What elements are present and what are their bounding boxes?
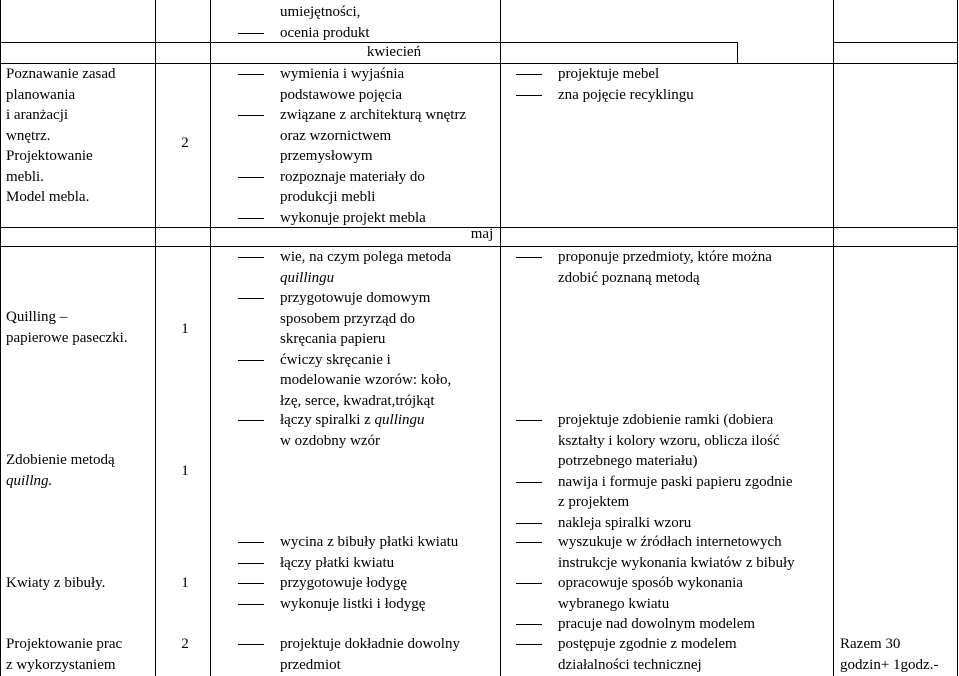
row-1-basic-requirements [238, 64, 466, 228]
table-left-border [0, 0, 1, 676]
requirement-item: w ozdobny wzór [280, 432, 380, 449]
requirement-item: opracowuje sposób wykonania [516, 573, 795, 594]
row-4-hours: 1 [181, 575, 189, 591]
requirement-item: związane z architekturą wnętrz [238, 105, 466, 126]
table-right-border [957, 0, 958, 676]
requirement-item: skręcania papieru [280, 331, 386, 347]
row-4-extended-requirements [516, 532, 795, 635]
row-2-hours: 1 [181, 321, 189, 337]
row-3-extended-requirements [516, 410, 793, 533]
requirement-item: proponuje przedmioty, które można [516, 247, 772, 268]
requirement-item: działalności technicznej [558, 656, 702, 673]
summary-line: Razem 30 [840, 636, 901, 652]
requirement-item: pracuje nad dowolnym modelem [516, 614, 795, 635]
month-row-top-april-right [833, 42, 958, 43]
requirement-item: wymienia i wyjaśnia [238, 64, 466, 85]
row-5-summary [840, 634, 938, 675]
row-2-extended-requirements [516, 247, 772, 288]
requirement-item: oraz wzornictwem [280, 127, 392, 144]
requirement-item: projektuje dokładnie dowolny [238, 634, 460, 655]
requirement-item: wyszukuje w źródłach internetowych [516, 532, 795, 553]
requirement-item: kształty i kolory wzoru, oblicza ilość [558, 432, 780, 449]
requirement-item: nakleja spiralki wzoru [516, 513, 793, 534]
row-4-basic-requirements [238, 532, 458, 614]
column-divider-hours [210, 0, 211, 676]
row-5-topic [6, 634, 156, 675]
topic-line: Projektowanie [6, 148, 93, 164]
topic-line: i aranżacji [6, 107, 69, 123]
requirement-item: łzę, serce, kwadrat,trójkąt [280, 392, 435, 409]
summary-line: godzin+ 1godz.- [840, 656, 939, 673]
requirement-item: potrzebnego materiału) [558, 453, 698, 469]
topic-line: planowania [6, 86, 76, 103]
row-1-topic [6, 64, 156, 208]
month-row-end-tick [737, 42, 738, 64]
continuation-basic [238, 2, 370, 43]
topic-line: wnętrz. [6, 127, 51, 144]
continuation-line-2: ocenia produkt [238, 23, 370, 44]
topic-line: papierowe paseczki. [6, 329, 128, 346]
requirement-item: przedmiot [280, 656, 341, 673]
requirement-item: instrukcje wykonania kwiatów z bibuły [558, 554, 795, 571]
row-1-extended-requirements [516, 64, 694, 105]
topic-line: Kwiaty z bibuły. [6, 575, 106, 591]
requirement-item: z projektem [558, 494, 630, 510]
row-4-topic [6, 573, 156, 594]
requirement-item: nawija i formuje paski papieru zgodnie [516, 472, 793, 493]
column-divider-basic [500, 0, 501, 676]
requirement-text-italic: qullingu [374, 412, 425, 428]
requirement-item: quillingu [280, 269, 335, 286]
requirement-item: projektuje zdobienie ramki (dobiera [516, 410, 793, 431]
requirement-item: podstawowe pojęcia [280, 86, 403, 103]
requirement-item: łączy płatki kwiatu [238, 553, 458, 574]
topic-line: Poznawanie zasad [6, 66, 116, 82]
requirement-item: przygotowuje łodygę [238, 573, 458, 594]
row-5-basic-requirements [238, 634, 460, 675]
row-3-basic-requirements [238, 410, 425, 451]
continuation-line-1: umiejętności, [280, 4, 361, 20]
topic-line: mebli. [6, 168, 44, 185]
requirement-item: projektuje mebel [516, 64, 694, 85]
month-row-bottom-may [0, 246, 958, 247]
column-divider-extended [833, 0, 834, 676]
requirement-item: wie, na czym polega metoda [238, 247, 451, 268]
row-5-extended-requirements [516, 634, 737, 675]
month-label-april: kwiecień [366, 44, 422, 60]
row-3-hours: 1 [181, 463, 189, 479]
requirement-item: sposobem przyrząd do [280, 310, 415, 327]
topic-line: quillng. [6, 472, 53, 489]
requirement-item: ćwiczy skręcanie i [238, 350, 451, 371]
row-2-topic [6, 307, 156, 348]
requirement-item: produkcji mebli [280, 189, 376, 205]
topic-line: z wykorzystaniem [6, 656, 116, 673]
topic-line: Projektowanie prac [6, 636, 123, 652]
requirement-item [238, 410, 425, 431]
row-3-topic [6, 450, 156, 491]
requirement-item: postępuje zgodnie z modelem [516, 634, 737, 655]
requirement-item: przemysłowym [280, 148, 373, 164]
requirement-item: zdobić poznaną metodą [558, 269, 700, 286]
row-1-hours: 2 [181, 135, 189, 151]
requirement-item: wycina z bibuły płatki kwiatu [238, 532, 458, 553]
topic-line: Zdobienie metodą [6, 452, 115, 468]
month-label-may: maj [470, 226, 494, 242]
row-5-hours: 2 [181, 636, 189, 652]
row-2-basic-requirements [238, 247, 451, 411]
topic-line: Model mebla. [6, 189, 90, 205]
requirement-item: zna pojęcie recyklingu [516, 85, 694, 106]
topic-line: Quilling – [6, 309, 68, 325]
requirement-item: modelowanie wzorów: koło, [280, 372, 452, 388]
requirement-item: wybranego kwiatu [558, 595, 670, 612]
requirement-item: przygotowuje domowym [238, 288, 451, 309]
requirement-item: wykonuje listki i łodygę [238, 594, 458, 615]
requirement-item: rozpoznaje materiały do [238, 167, 466, 188]
requirement-text: łączy spiralki z [280, 412, 375, 428]
requirement-item: wykonuje projekt mebla [238, 208, 466, 229]
